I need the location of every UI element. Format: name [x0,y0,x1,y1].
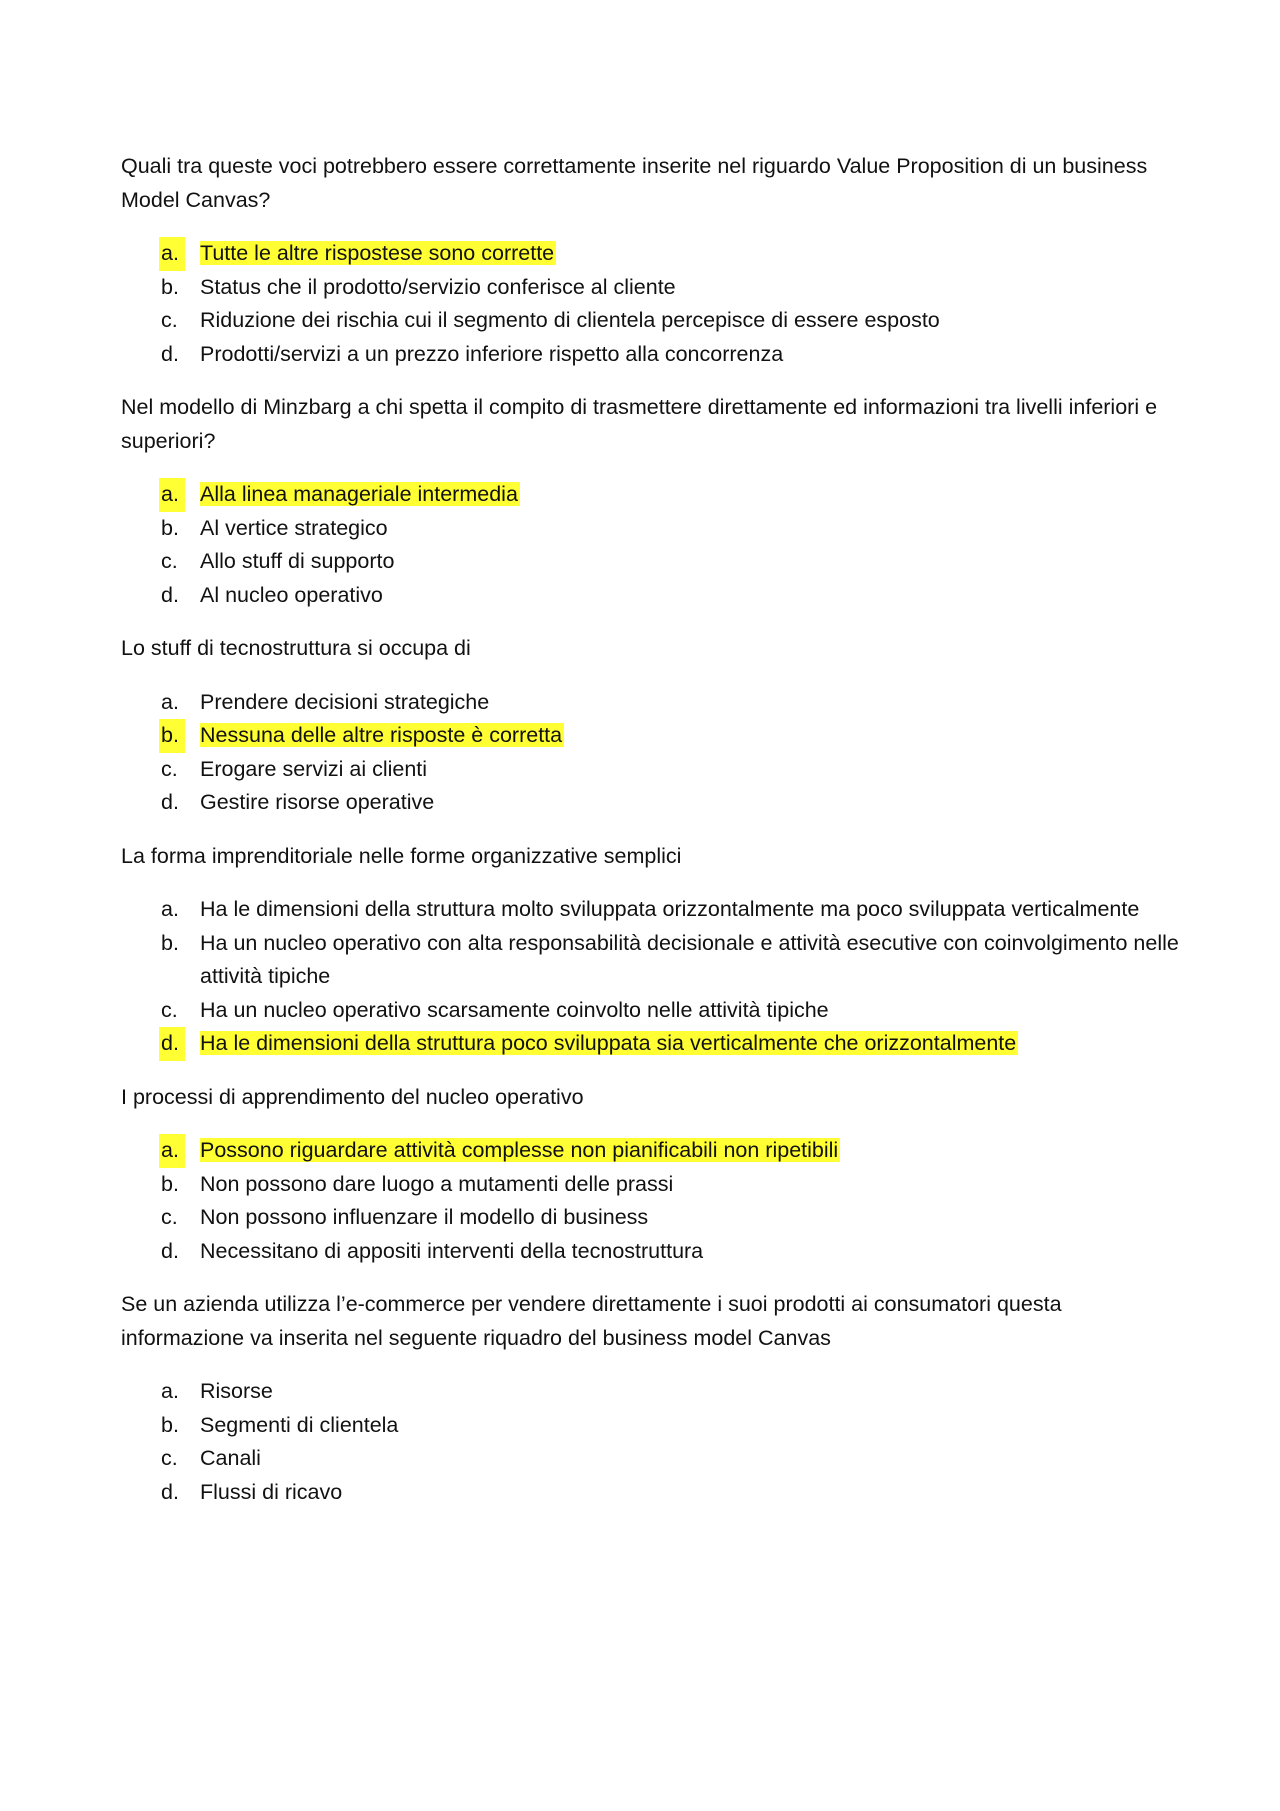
answer-option-highlighted [121,719,1181,753]
option-letter: a. [159,1134,185,1168]
option-text: Tutte le altre rispostese sono corrette [200,241,555,265]
quiz-content [121,150,1181,1529]
option-text: Erogare servizi ai clienti [200,756,428,781]
option-text: Ha un nucleo operativo scarsamente coinvolto nelle attività tipiche [200,997,829,1022]
option-text: Risorse [200,1379,273,1403]
answer-option [121,893,1181,927]
question-block [121,632,1181,820]
question-block [121,840,1181,1061]
option-text: Ha le dimensioni della struttura molto sviluppata orizzontalmente ma poco sviluppata verticalmente [200,897,1140,921]
option-letter: c. [161,308,178,332]
question-block [121,1081,1181,1269]
answer-option [121,304,1181,338]
option-text: Non possono influenzare il modello di business [200,1205,649,1229]
answer-option [121,1442,1181,1476]
option-text: Prendere decisioni strategiche [200,689,490,714]
answer-option-highlighted [121,237,1181,271]
option-letter: c. [161,1446,178,1470]
answer-option [121,1235,1181,1269]
question-text: Nel modello di Minzbarg a chi spetta il compito di trasmettere direttamente ed informazioni tra livelli inferiori e superiori? [121,395,1164,453]
option-text: Al nucleo operativo [200,582,383,607]
answer-option [121,994,1181,1028]
option-letter: c. [161,997,178,1022]
answer-option [121,927,1181,994]
option-text: Canali [200,1446,261,1470]
question-block [121,1288,1181,1509]
option-text: Possono riguardare attività complesse non pianificabili non ripetibili [200,1138,839,1162]
option-text: Ha le dimensioni della struttura poco sviluppata sia verticalmente che orizzontalmente [200,1031,1017,1055]
option-text: Ha un nucleo operativo con alta responsabilità decisionale e attività esecutive con coinvolgimento nelle attività tipiche [200,930,1179,988]
option-text: Segmenti di clientela [200,1412,399,1437]
option-letter: b. [161,1412,179,1437]
question-block [121,150,1181,371]
question-text: I processi di apprendimento del nucleo operativo [121,1084,584,1109]
option-letter: d. [161,790,179,814]
option-text: Prodotti/servizi a un prezzo inferiore rispetto alla concorrenza [200,341,784,366]
option-letter: d. [161,1238,179,1263]
option-letter: b. [161,274,179,299]
answer-option [121,545,1181,579]
option-text: Riduzione dei rischia cui il segmento di clientela percepisce di essere esposto [200,308,940,332]
option-text: Status che il prodotto/servizio conferisce al cliente [200,274,676,299]
option-text: Necessitano di appositi interventi della tecnostruttura [200,1238,704,1263]
question-block [121,391,1181,612]
option-text: Gestire risorse operative [200,790,435,814]
option-letter: a. [159,237,185,271]
answer-option-highlighted [121,1027,1181,1061]
option-letter: c. [161,1205,178,1229]
option-text: Non possono dare luogo a mutamenti delle prassi [200,1171,674,1196]
answer-option-highlighted [121,478,1181,512]
option-text: Alla linea manageriale intermedia [200,482,518,506]
answer-option [121,512,1181,546]
option-letter: b. [161,930,179,955]
option-letter: d. [161,1479,179,1504]
question-text: Quali tra queste voci potrebbero essere correttamente inserite nel riguardo Value Proposition di un business Model Canvas? [121,154,1154,212]
question-text: Se un azienda utilizza l’e-commerce per vendere direttamente i suoi prodotti ai consumatori questa informazione va inserita nel seguente riquadro del business model Canvas [121,1292,1068,1350]
answer-option [121,271,1181,305]
option-letter: c. [161,756,178,781]
option-letter: b. [159,719,185,753]
answer-options-list [121,893,1181,1061]
option-letter: b. [161,1171,179,1196]
option-letter: d. [159,1027,185,1061]
option-letter: b. [161,515,179,540]
option-letter: a. [161,1379,179,1403]
answer-option [121,1201,1181,1235]
answer-option [121,1409,1181,1443]
option-letter: d. [161,582,179,607]
answer-option [121,1375,1181,1409]
option-text: Nessuna delle altre risposte è corretta [200,723,563,747]
answer-options-list [121,237,1181,371]
answer-options-list [121,478,1181,612]
answer-options-list [121,1134,1181,1268]
option-letter: a. [161,897,179,921]
answer-options-list [121,686,1181,820]
answer-option-highlighted [121,1134,1181,1168]
option-text: Flussi di ricavo [200,1479,343,1504]
answer-option [121,1168,1181,1202]
answer-option [121,686,1181,720]
option-letter: d. [161,341,179,366]
answer-option [121,753,1181,787]
answer-option [121,786,1181,820]
answer-option [121,579,1181,613]
option-letter: a. [161,689,179,714]
option-text: Al vertice strategico [200,515,388,540]
answer-option [121,1476,1181,1510]
answer-option [121,338,1181,372]
option-letter: c. [161,549,178,573]
question-text: La forma imprenditoriale nelle forme organizzative semplici [121,843,682,868]
option-text: Allo stuff di supporto [200,549,395,573]
question-text: Lo stuff di tecnostruttura si occupa di [121,636,471,660]
option-letter: a. [159,478,185,512]
answer-options-list [121,1375,1181,1509]
